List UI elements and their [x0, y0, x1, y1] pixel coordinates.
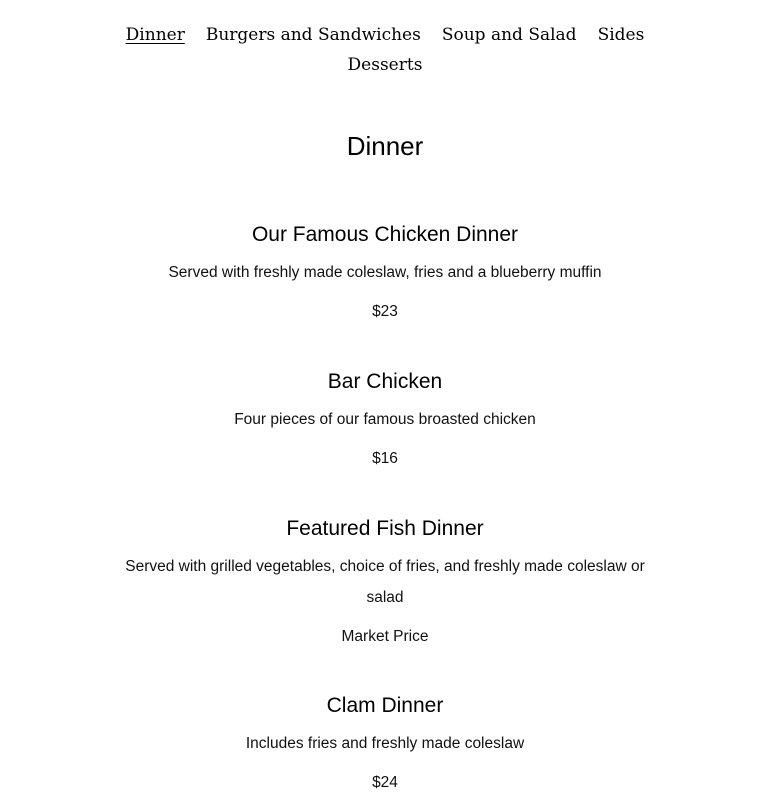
- menu-item-price: $23: [372, 303, 398, 320]
- menu-item: [0, 221, 770, 327]
- menu-category-nav: [0, 20, 770, 80]
- nav-row-2: [0, 50, 770, 80]
- menu-item-price: $24: [372, 774, 398, 791]
- menu-item-price: $16: [372, 450, 398, 467]
- menu-item-description: Served with freshly made coleslaw, fries and a blueberry muffin: [168, 264, 602, 281]
- menu-item: [0, 368, 770, 474]
- nav-tab-burgers-and-sandwiches[interactable]: Burgers and Sandwiches: [205, 25, 421, 45]
- menu-item-price: Market Price: [341, 628, 429, 645]
- nav-tab-soup-and-salad[interactable]: Soup and Salad: [441, 25, 577, 45]
- menu-item-name: Our Famous Chicken Dinner: [251, 223, 519, 246]
- nav-tab-dinner[interactable]: Dinner: [125, 25, 185, 45]
- nav-row-1: [0, 20, 770, 50]
- menu-item-name: Clam Dinner: [326, 694, 444, 717]
- section-title: Dinner: [346, 131, 424, 161]
- menu-item-name: Featured Fish Dinner: [286, 517, 484, 540]
- nav-tab-sides[interactable]: Sides: [597, 25, 645, 45]
- menu-item: [0, 515, 770, 652]
- menu-item-description: Includes fries and freshly made coleslaw: [245, 735, 525, 752]
- menu-item: [0, 692, 770, 798]
- menu-item-description: Four pieces of our famous broasted chicken: [234, 411, 536, 428]
- menu-item-name: Bar Chicken: [327, 370, 443, 393]
- nav-tab-desserts[interactable]: Desserts: [347, 55, 423, 75]
- menu-item-description: Served with grilled vegetables, choice of fries, and freshly made coleslaw or salad: [125, 558, 645, 606]
